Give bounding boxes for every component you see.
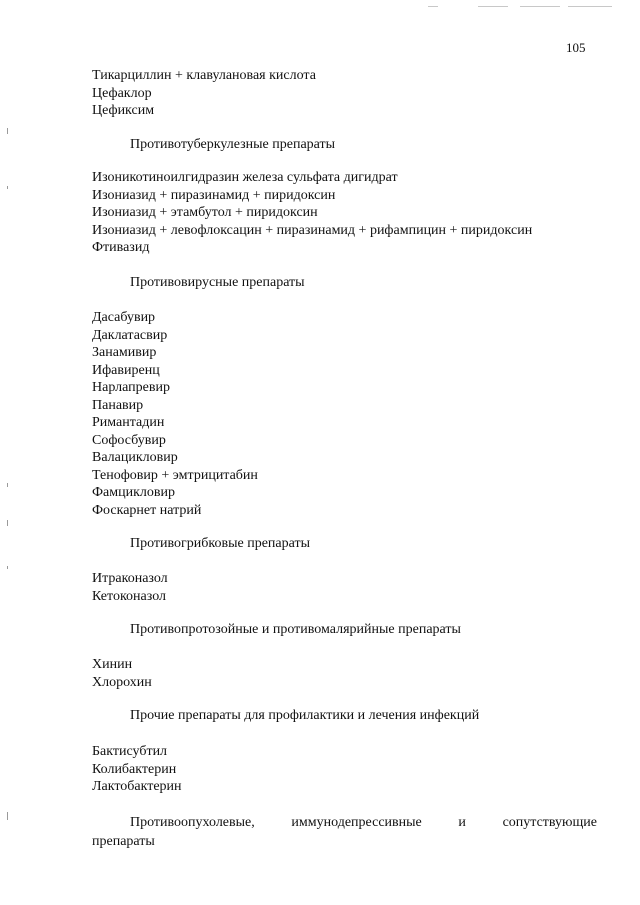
list-item: Хлорохин: [92, 674, 152, 690]
scan-artifact-left: [7, 812, 8, 820]
scan-artifact-top: [428, 6, 438, 7]
list-item: Софосбувир: [92, 432, 166, 448]
list-item: Изоникотиноилгидразин железа сульфата дигидрат: [92, 170, 398, 185]
section-heading-antitumor: [92, 813, 597, 851]
list-item: Валацикловир: [92, 450, 178, 465]
list-item: Колибактерин: [92, 761, 177, 777]
heading-line-2: препараты: [92, 834, 155, 849]
section-heading-antituberculosis: Противотуберкулезные препараты: [130, 137, 336, 152]
heading-word: сопутствующие: [502, 815, 597, 830]
list-item: Цефиксим: [92, 103, 155, 118]
scan-artifact-top: [478, 6, 508, 7]
list-item: Фамцикловир: [92, 485, 176, 500]
scan-artifact-left: [7, 186, 8, 189]
list-item: Тенофовир + эмтрицитабин: [92, 467, 258, 483]
list-item: Изониазид + пиразинамид + пиридоксин: [92, 187, 336, 203]
scan-artifact-left: [7, 128, 8, 134]
list-item: Изониазид + этамбутол + пиридоксин: [92, 205, 318, 220]
scan-artifact-left: [7, 566, 8, 569]
scan-artifact-top: [568, 6, 612, 7]
drug-list-antiviral: [92, 309, 258, 519]
list-item: Хинин: [92, 657, 133, 672]
list-item: Фоскарнет натрий: [92, 502, 202, 518]
scan-artifact-top: [520, 6, 560, 7]
page-number: 105: [566, 40, 586, 55]
list-item: Даклатасвир: [92, 327, 168, 343]
list-item: Панавир: [92, 397, 144, 413]
list-item: Ифавиренц: [92, 362, 160, 378]
list-item: Занамивир: [92, 345, 157, 360]
list-item: Тикарциллин + клавулановая кислота: [92, 68, 316, 83]
scan-artifact-left: [7, 520, 8, 526]
list-item: Цефаклор: [92, 85, 152, 101]
list-item: Итраконазол: [92, 571, 168, 586]
list-item: Изониазид + левофлоксацин + пиразинамид + рифампицин + пиридоксин: [92, 222, 533, 238]
drug-list-continued: [92, 67, 316, 120]
drug-list-antifungal: [92, 570, 168, 605]
drug-list-antituberculosis: [92, 169, 532, 257]
list-item: Дасабувир: [92, 310, 156, 325]
list-item: Лактобактерин: [92, 779, 182, 794]
section-heading-antiprotozoal: Противопротозойные и противомалярийные препараты: [130, 622, 461, 637]
scan-artifact-left: [7, 483, 8, 487]
list-item: Фтивазид: [92, 240, 150, 255]
heading-word: иммунодепрессивные: [291, 815, 422, 830]
section-heading-other-infections: Прочие препараты для профилактики и лечения инфекций: [130, 708, 480, 723]
list-item: Кетоконазол: [92, 588, 166, 604]
heading-word: Противоопухолевые,: [130, 815, 255, 830]
list-item: Бактисубтил: [92, 744, 168, 759]
section-heading-antifungal: Противогрибковые препараты: [130, 536, 311, 551]
section-heading-antiviral: Противовирусные препараты: [130, 275, 305, 290]
drug-list-other-infections: [92, 743, 182, 796]
heading-line-1: [92, 813, 597, 832]
list-item: Нарлапревир: [92, 380, 170, 395]
list-item: Римантадин: [92, 415, 165, 430]
drug-list-antiprotozoal: [92, 656, 152, 691]
heading-word: и: [458, 815, 466, 830]
